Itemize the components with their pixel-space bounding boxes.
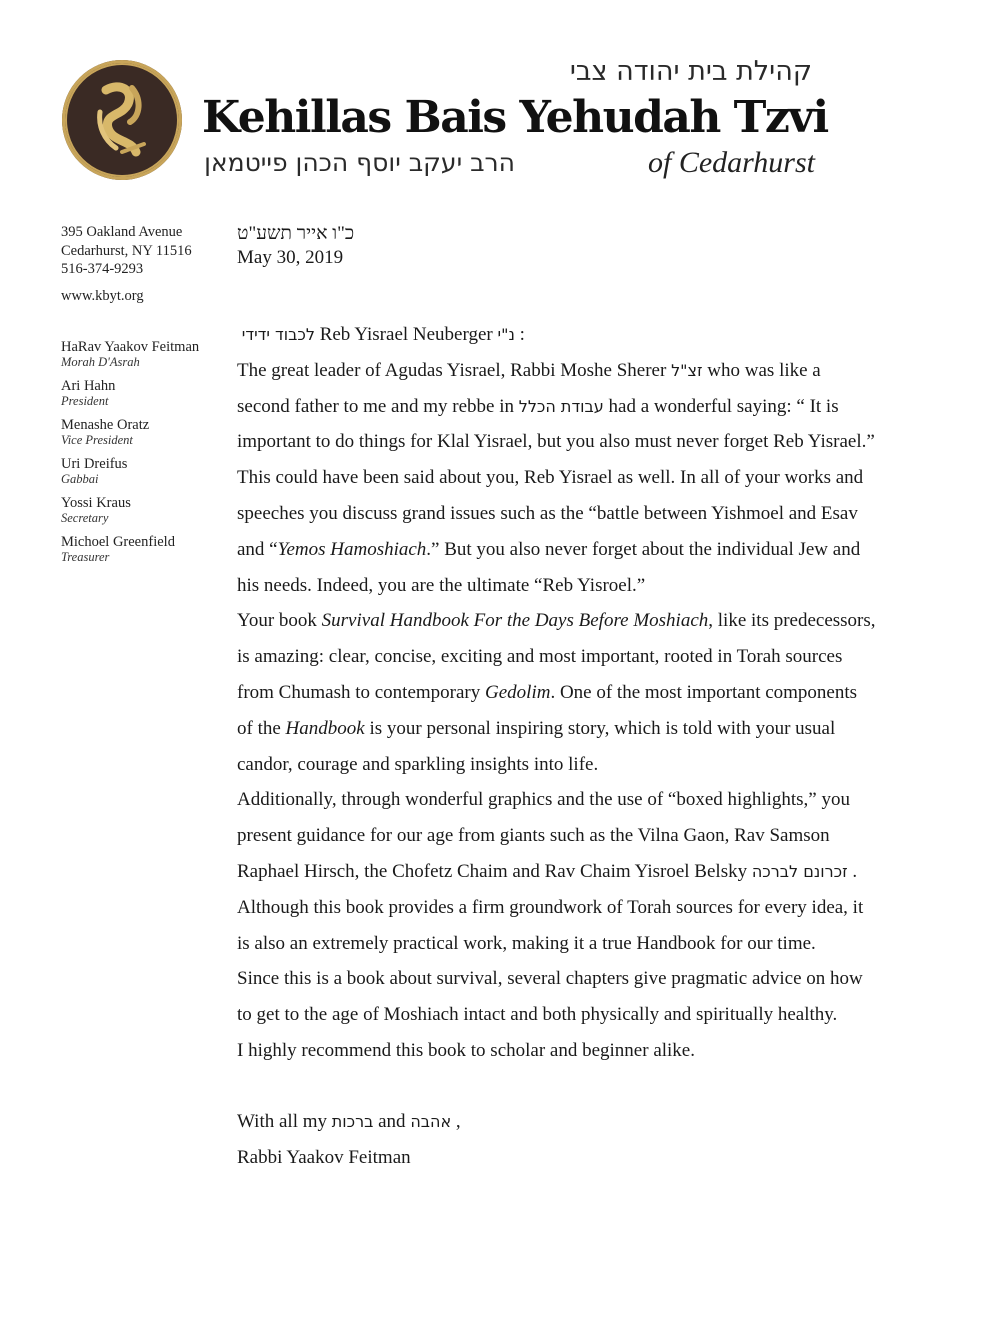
paragraph-gap [237, 1069, 967, 1104]
letter-line: is amazing: clear, concise, exciting and most important, rooted in Torah sources [237, 646, 843, 668]
officer-name: Ari Hahn [61, 377, 116, 394]
officer-title: Treasurer [61, 549, 110, 564]
letter-line: of the Handbook is your personal inspiring story, which is told with your usual [237, 717, 836, 739]
address-city: Cedarhurst, NY 11516 [61, 242, 192, 259]
officer-item [61, 378, 231, 408]
hebrew-date: כ"ו אייר תשע"ט [237, 223, 355, 244]
letter-body [237, 222, 967, 1175]
officer-name: Yossi Kraus [61, 494, 131, 511]
logo-emblem-icon [62, 60, 182, 180]
officer-item [61, 534, 231, 564]
closing: With all my ברכות and אהבה , [237, 1110, 461, 1132]
letter-line: Your book Survival Handbook For the Days Before Moshiach, like its predecessors, [237, 610, 876, 632]
letter-line: second father to me and my rebbe in עבודת הכלל had a wonderful saying: “ It is [237, 395, 839, 417]
location-tagline: of Cedarhurst [648, 146, 815, 179]
officer-name: Michoel Greenfield [61, 533, 175, 550]
letter-line: Although this book provides a firm groundwork of Torah sources for every idea, it [237, 896, 864, 918]
officer-title: Secretary [61, 510, 109, 525]
letter-line: from Chumash to contemporary Gedolim. One of the most important components [237, 681, 858, 703]
signature: Rabbi Yaakov Feitman [237, 1146, 411, 1168]
letter-line: candor, courage and sparkling insights into life. [237, 753, 599, 775]
officer-item [61, 339, 231, 369]
letter-line: speeches you discuss grand issues such as the “battle between Yishmoel and Esav [237, 502, 858, 524]
letter-line: his needs. Indeed, you are the ultimate “Reb Yisroel.” [237, 574, 646, 596]
kbyt-logo [62, 60, 182, 180]
letter-text [237, 317, 967, 1175]
address-street: 395 Oakland Avenue [61, 224, 183, 240]
officer-item [61, 456, 231, 486]
letter-line: is also an extremely practical work, making it a true Handbook for our time. [237, 932, 816, 954]
officer-title: Vice President [61, 432, 133, 447]
officer-name: HaRav Yaakov Feitman [61, 338, 200, 355]
letter-line: Since this is a book about survival, several chapters give pragmatic advice on how [237, 968, 863, 990]
officer-item [61, 417, 231, 447]
officer-title: Gabbai [61, 471, 99, 486]
letter-line: and “Yemos Hamoshiach.” But you also never forget about the individual Jew and [237, 538, 861, 560]
english-date: May 30, 2019 [237, 247, 344, 268]
sidebar [61, 223, 231, 573]
letter-line: I highly recommend this book to scholar and beginner alike. [237, 1039, 695, 1061]
letter-line: important to do things for Klal Yisrael, but you also must never forget Reb Yisrael.” [237, 431, 875, 453]
salutation: לכבוד ידידי Reb Yisrael Neuberger נ"י : [241, 324, 525, 345]
letter-line: to get to the age of Moshiach intact and both physically and spiritually healthy. [237, 1004, 838, 1026]
letter-line: Additionally, through wonderful graphics and the use of “boxed highlights,” you [237, 789, 850, 811]
website-link[interactable]: www.kbyt.org [61, 287, 144, 304]
officer-title: President [61, 393, 109, 408]
letter-line: The great leader of Agudas Yisrael, Rabbi Moshe Sherer זצ"ל who was like a [237, 359, 821, 381]
org-name: Kehillas Bais Yehudah Tzvi [202, 92, 828, 143]
letter-line: present guidance for our age from giants such as the Vilna Gaon, Rav Samson [237, 825, 830, 847]
hebrew-rabbi-name: הרב יעקב יוסף הכהן פייטמאן [204, 148, 515, 177]
officer-list [61, 339, 231, 564]
letter-line: This could have been said about you, Reb Yisrael as well. In all of your works and [237, 467, 864, 489]
letter-line: Raphael Hirsch, the Chofetz Chaim and Rav Chaim Yisroel Belsky זכרונם לברכה . [237, 860, 858, 882]
phone-number: 516-374-9293 [61, 261, 144, 277]
officer-name: Menashe Oratz [61, 416, 150, 433]
hebrew-org-title: קהילת בית יהודה צבי [569, 56, 812, 87]
officer-item [61, 495, 231, 525]
officer-name: Uri Dreifus [61, 455, 128, 472]
officer-title: Morah D'Asrah [61, 354, 140, 369]
